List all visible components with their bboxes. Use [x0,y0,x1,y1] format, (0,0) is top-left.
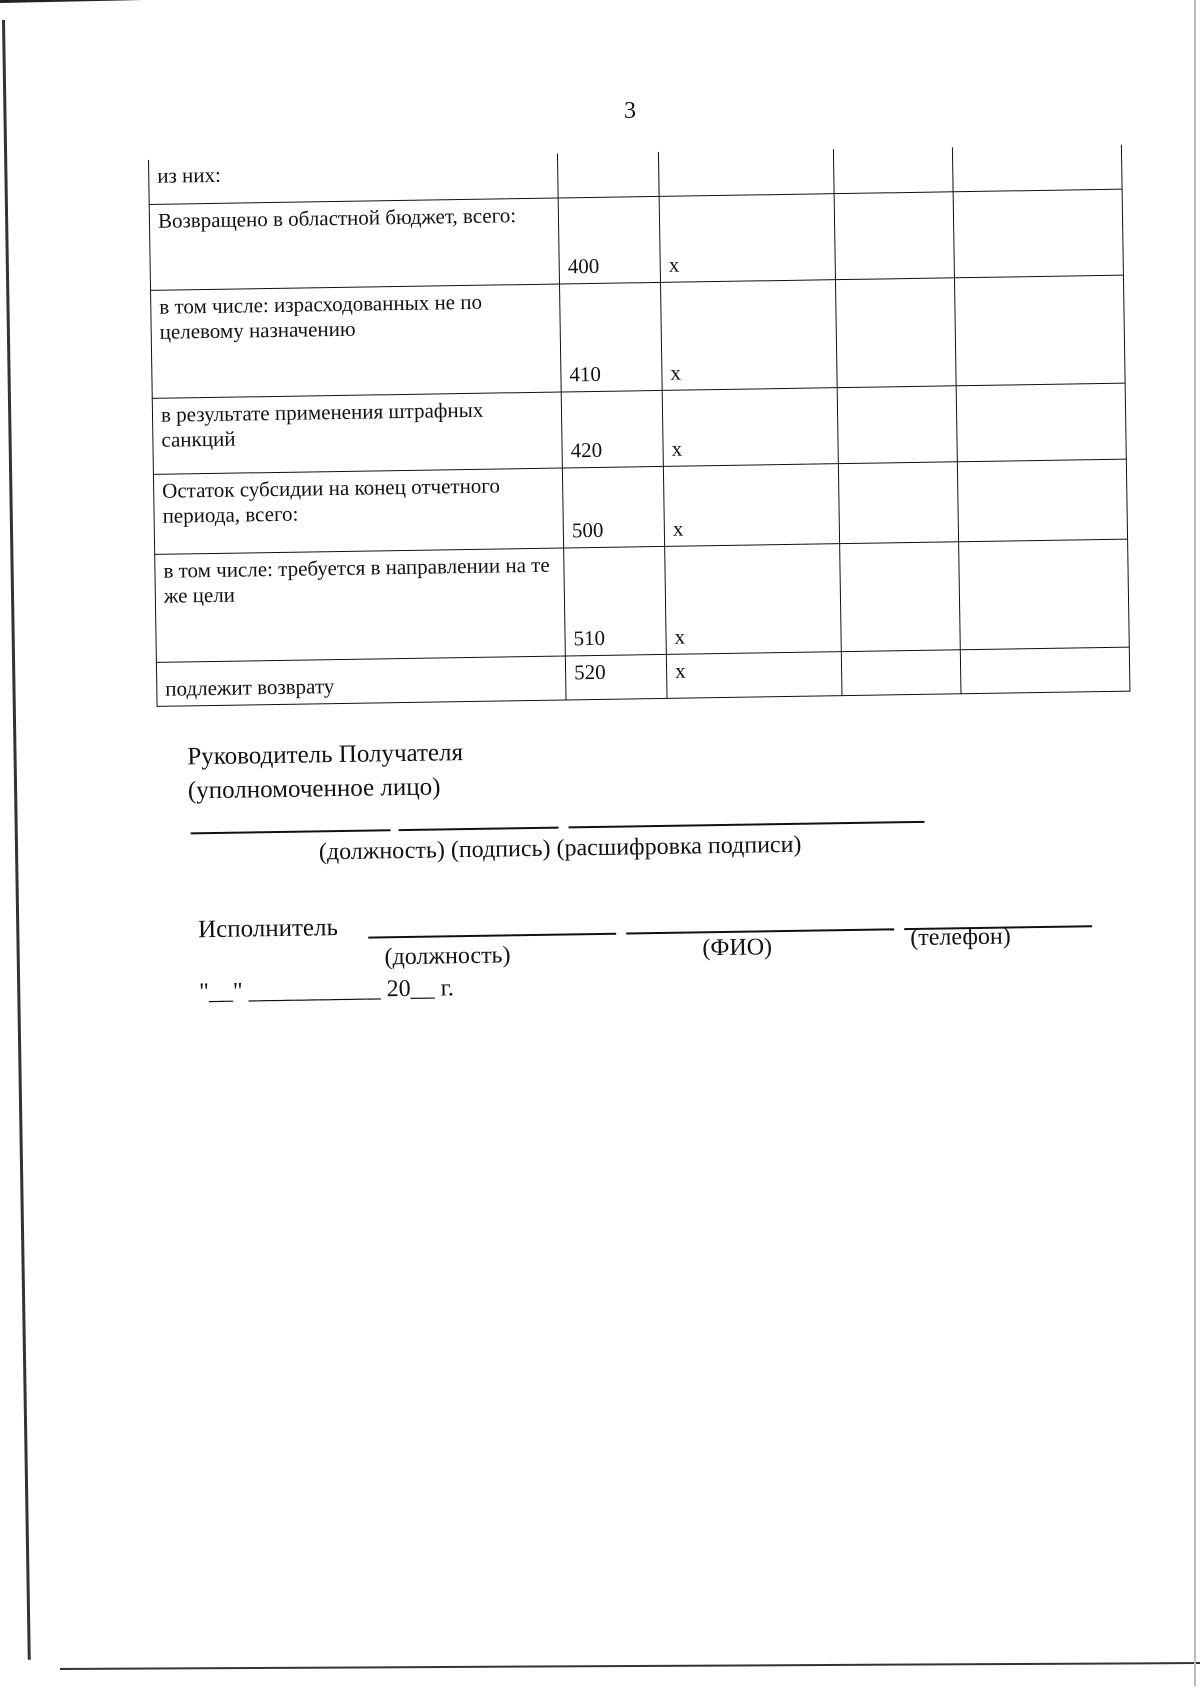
row-mark [658,149,834,196]
empty-cell [838,462,958,544]
position-line [191,829,391,834]
row-mark: x [660,280,837,391]
head-fields-caption: (должность) (подпись) (расшифровка подписи) [318,831,802,866]
row-code: 410 [559,282,662,392]
row-code: 520 [565,654,667,700]
page-number: 3 [624,98,636,124]
empty-cell [834,192,954,280]
empty-cell [952,145,1122,192]
row-code: 510 [564,546,667,656]
row-label: в результате применения штрафных санкций [152,392,562,474]
empty-cell [956,383,1126,462]
row-label: из них: [148,154,558,205]
executor-name-caption: (ФИО) [702,934,773,962]
row-mark: x [662,388,838,467]
empty-cell [841,650,961,696]
empty-cell [960,647,1130,694]
empty-cell [957,459,1127,542]
signature-line [399,827,559,831]
row-label: Остаток субсидии на конец отчетного периода, всего: [153,468,563,554]
row-label: в том числе: требуется в направлении на те же цели [155,548,566,662]
empty-cell [837,386,957,464]
empty-cell [840,542,961,652]
date-line: "__" ___________ 20__ г. [198,975,454,1006]
row-mark: x [665,544,842,655]
row-code: 400 [558,196,660,284]
empty-cell [954,275,1125,386]
head-title: Руководитель Получателя [187,739,464,771]
row-mark: x [659,194,835,283]
table-row [153,459,1127,554]
row-code: 420 [561,390,663,468]
table-row [155,539,1130,662]
head-subtitle: (уполномоченное лицо) [187,773,441,805]
executor-label: Исполнитель [197,914,339,944]
row-label: подлежит возврату [156,656,566,706]
row-label: Возвращено в областной бюджет, всего: [149,198,559,290]
row-mark: x [666,652,842,699]
decryption-line [569,821,925,828]
executor-position-line [368,933,616,938]
row-code: 500 [562,466,664,548]
empty-cell [835,278,956,388]
executor-position-caption: (должность) [384,942,511,971]
empty-cell [959,539,1130,650]
row-mark: x [663,464,839,547]
table-row [151,275,1126,398]
table-row [149,189,1123,290]
row-code [557,152,659,198]
executor-phone-caption: (телефон) [910,923,1011,952]
row-label: в том числе: израсходованных не по целевому назначению [151,284,562,398]
empty-cell [953,189,1123,278]
empty-cell [833,147,953,193]
subsidy-table [148,145,1130,707]
